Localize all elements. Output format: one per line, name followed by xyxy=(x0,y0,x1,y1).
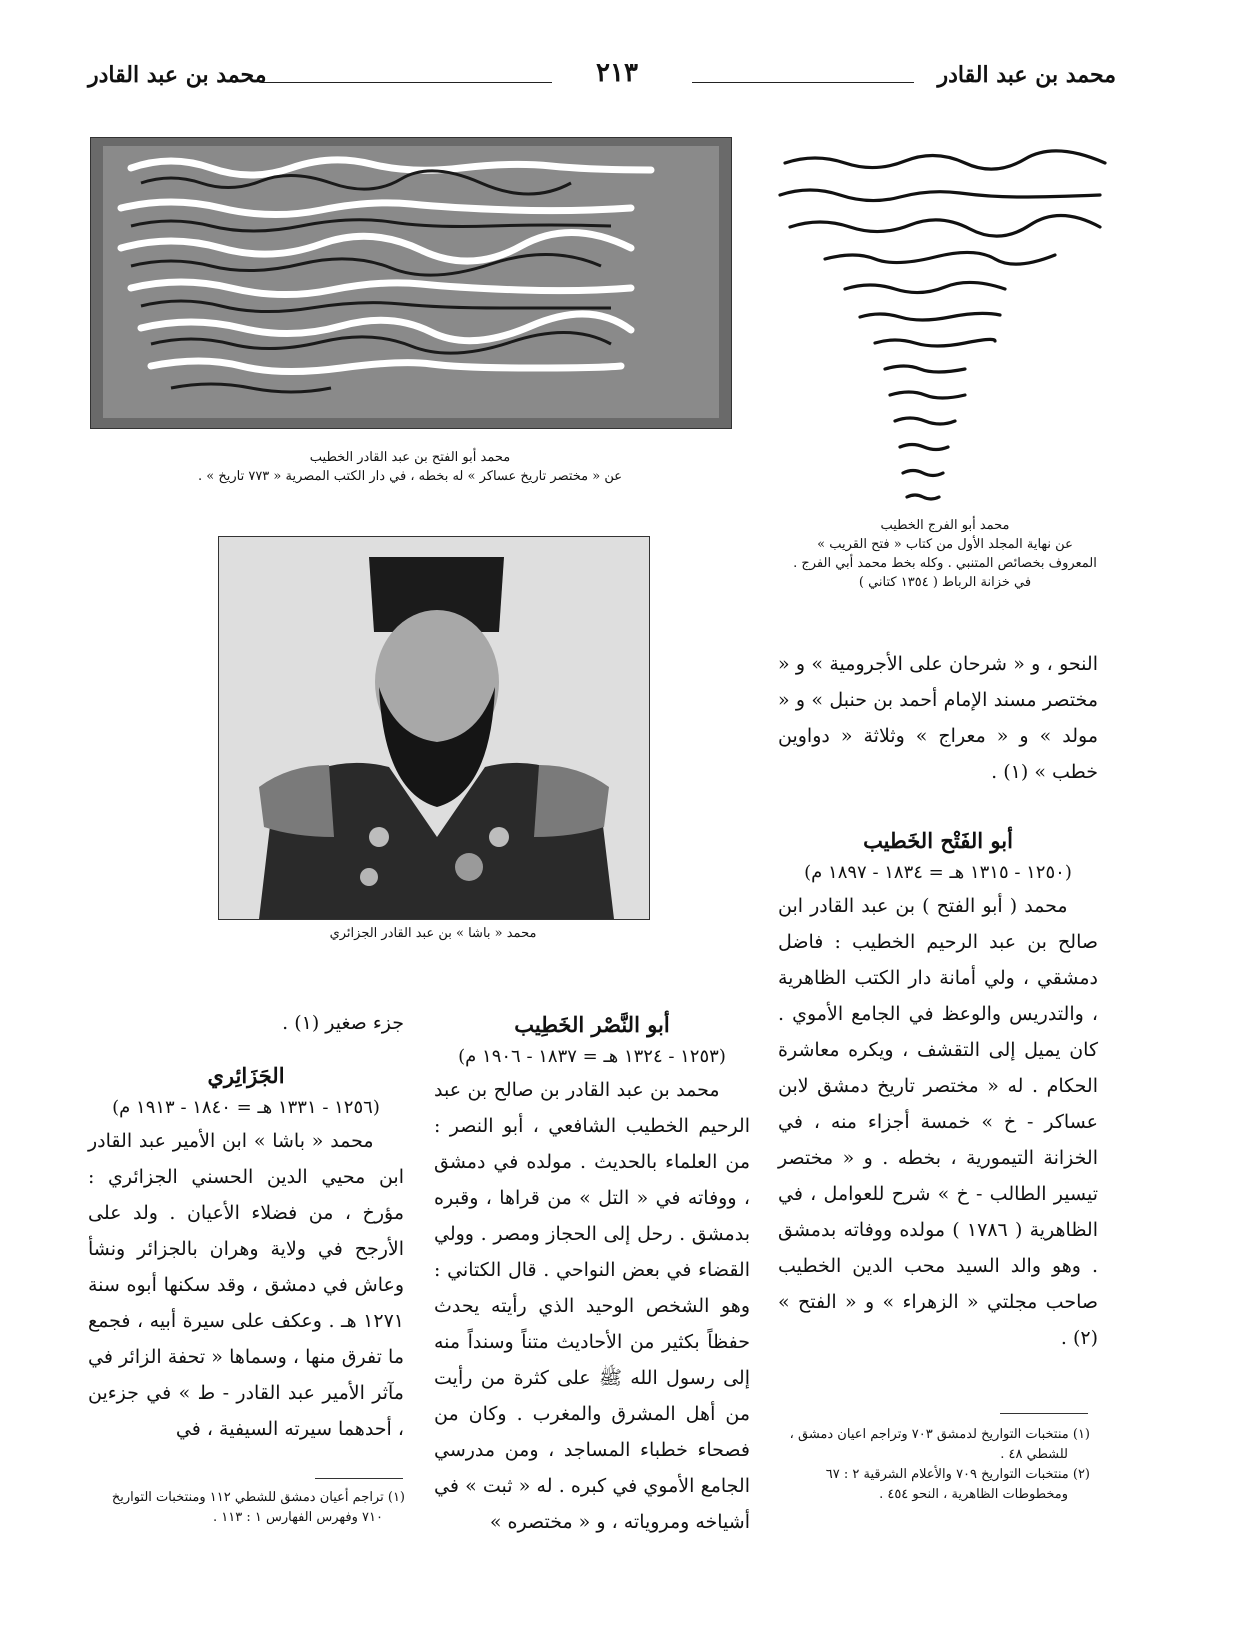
portrait-photo xyxy=(218,536,650,920)
caption-line: في خزانة الرباط ( ١٣٥٤ كتاني ) xyxy=(858,575,1032,590)
left-column xyxy=(88,1005,404,1447)
entry-dates-aljazairi: (١٢٥٦ - ١٣٣١ هـ = ١٨٤٠ - ١٩١٣ م) xyxy=(112,1097,380,1118)
running-header-left: محمد بن عبد القادر xyxy=(88,62,267,88)
manuscript-handwriting-right xyxy=(765,137,1125,509)
continued-paragraph: جزء صغير (١) . xyxy=(282,1012,404,1034)
footnote: (٢) منتخبات التواريخ ٧٠٩ والأعلام الشرقية ٢ : ٦٧ xyxy=(825,1467,1090,1482)
entry-title-abu-alnasr: أبو النَّصْر الخَطِيب xyxy=(514,1012,670,1037)
footnotes-right xyxy=(770,1425,1090,1505)
footnote: (١) منتخبات التواريخ لدمشق ٧٠٣ وتراجم اعيان دمشق ، xyxy=(789,1427,1090,1442)
footnote-continuation: ٧١٠ وفهرس الفهارس ١ : ١١٣ . xyxy=(213,1510,383,1525)
right-column xyxy=(778,646,1098,1356)
caption-line: محمد أبو الفتح بن عبد القادر الخطيب xyxy=(309,450,511,465)
footnote-rule-right xyxy=(1000,1413,1088,1414)
caption-line: المعروف بخصائص المتنبي . وكله بخط محمد أبي الفرج . xyxy=(793,556,1097,571)
entry-body-aljazairi: محمد « باشا » ابن الأمير عبد القادر ابن محيي الدين الحسني الجزائري : مؤرخ ، من فضلاء الأعيان . ولد على الأرجح في ولاية وهران بالجزائر ونشأ وعاش في دمشق ، وقد سكنها أبوه سنة ١٢٧١ هـ . وعكف على سيرة أبيه ، فجمع ما تفرق منها ، وسماها « تحفة الزائر في مآثر الأمير عبد القادر - ط » في جزءين ، أحدهما سيرته السيفية ، في xyxy=(88,1130,404,1440)
caption-line: عن « مختصر تاريخ عساكر » له بخطه ، في دار الكتب المصرية « ٧٧٣ تاريخ » . xyxy=(197,469,622,484)
caption-manuscript-right xyxy=(775,516,1115,592)
footnotes-left xyxy=(85,1488,405,1528)
entry-body-abu-alnasr: محمد بن عبد القادر بن صالح بن عبد الرحيم الخطيب الشافعي ، أبو النصر : من العلماء بالحديث . مولده في دمشق ، ووفاته في « التل » من قراها ، وقبره بدمشق . رحل إلى الحجاز ومصر . وولي القضاء في بعض النواحي . قال الكتاني : وهو الشخص الوحيد الذي رأيته يحدث حفظاً بكثير من الأحاديث متناً وسنداً منه إلى رسول الله ﷺ على كثرة من رأيت من أهل المشرق والمغرب . وكان من فصحاء خطباء المساجد ، ومن مدرسي الجامع الأموي في كبره . له « ثبت » في أشياخه ومروياته ، و « مختصره » xyxy=(434,1079,750,1533)
entry-body-abu-alfath: محمد ( أبو الفتح ) بن عبد القادر ابن صالح بن عبد الرحيم الخطيب : فاضل دمشقي ، ولي أمانة دار الكتب الظاهرية ، والتدريس والوعظ في الجامع الأموي . كان يميل إلى التقشف ، ويكره معاشرة الحكام . له « مختصر تاريخ دمشق لابن عساكر - خ » خمسة أجزاء منه ، في الخزانة التيمورية ، بخطه . و « مختصر تيسير الطالب - خ » شرح للعوامل ، في الظاهرية ( ١٧٨٦ ) مولده ووفاته بدمشق . وهو والد السيد محب الدين الخطيب صاحب مجلتي « الزهراء » و « الفتح » (٢) . xyxy=(778,895,1098,1349)
entry-dates-abu-alfath: (١٢٥٠ - ١٣١٥ هـ = ١٨٣٤ - ١٨٩٧ م) xyxy=(804,862,1072,883)
footnote-rule-left xyxy=(315,1478,403,1479)
page-number: ٢١٣ xyxy=(596,58,638,88)
running-header-right: محمد بن عبد القادر xyxy=(937,62,1116,88)
caption-line: عن نهاية المجلد الأول من كتاب « فتح القريب » xyxy=(817,537,1073,552)
caption-manuscript-top xyxy=(90,448,730,486)
entry-title-aljazairi: الجَزَائِري xyxy=(207,1063,285,1088)
header-rule-left xyxy=(262,82,552,83)
footnote: (١) تراجم أعيان دمشق للشطي ١١٢ ومنتخبات التواريخ xyxy=(111,1490,405,1505)
footnote-continuation: للشطي ٤٨ . xyxy=(1000,1447,1068,1462)
continued-paragraph: النحو ، و « شرحان على الأجرومية » و « مختصر مسند الإمام أحمد بن حنبل » و « مولد » و « معراج » وثلاثة « دواوين خطب » (١) . xyxy=(778,653,1098,783)
entry-dates-abu-alnasr: (١٢٥٣ - ١٣٢٤ هـ = ١٨٣٧ - ١٩٠٦ م) xyxy=(458,1046,726,1067)
middle-column xyxy=(434,1008,750,1540)
footnote-continuation: ومخطوطات الظاهرية ، النحو ٤٥٤ . xyxy=(879,1487,1068,1502)
caption-line: محمد أبو الفرج الخطيب xyxy=(880,518,1010,533)
entry-title-abu-alfath: أبو الفَتْح الخَطيب xyxy=(863,828,1013,853)
manuscript-photo-top xyxy=(90,137,732,429)
caption-portrait xyxy=(218,924,648,943)
caption-line: محمد « باشا » بن عبد القادر الجزائري xyxy=(329,926,537,941)
